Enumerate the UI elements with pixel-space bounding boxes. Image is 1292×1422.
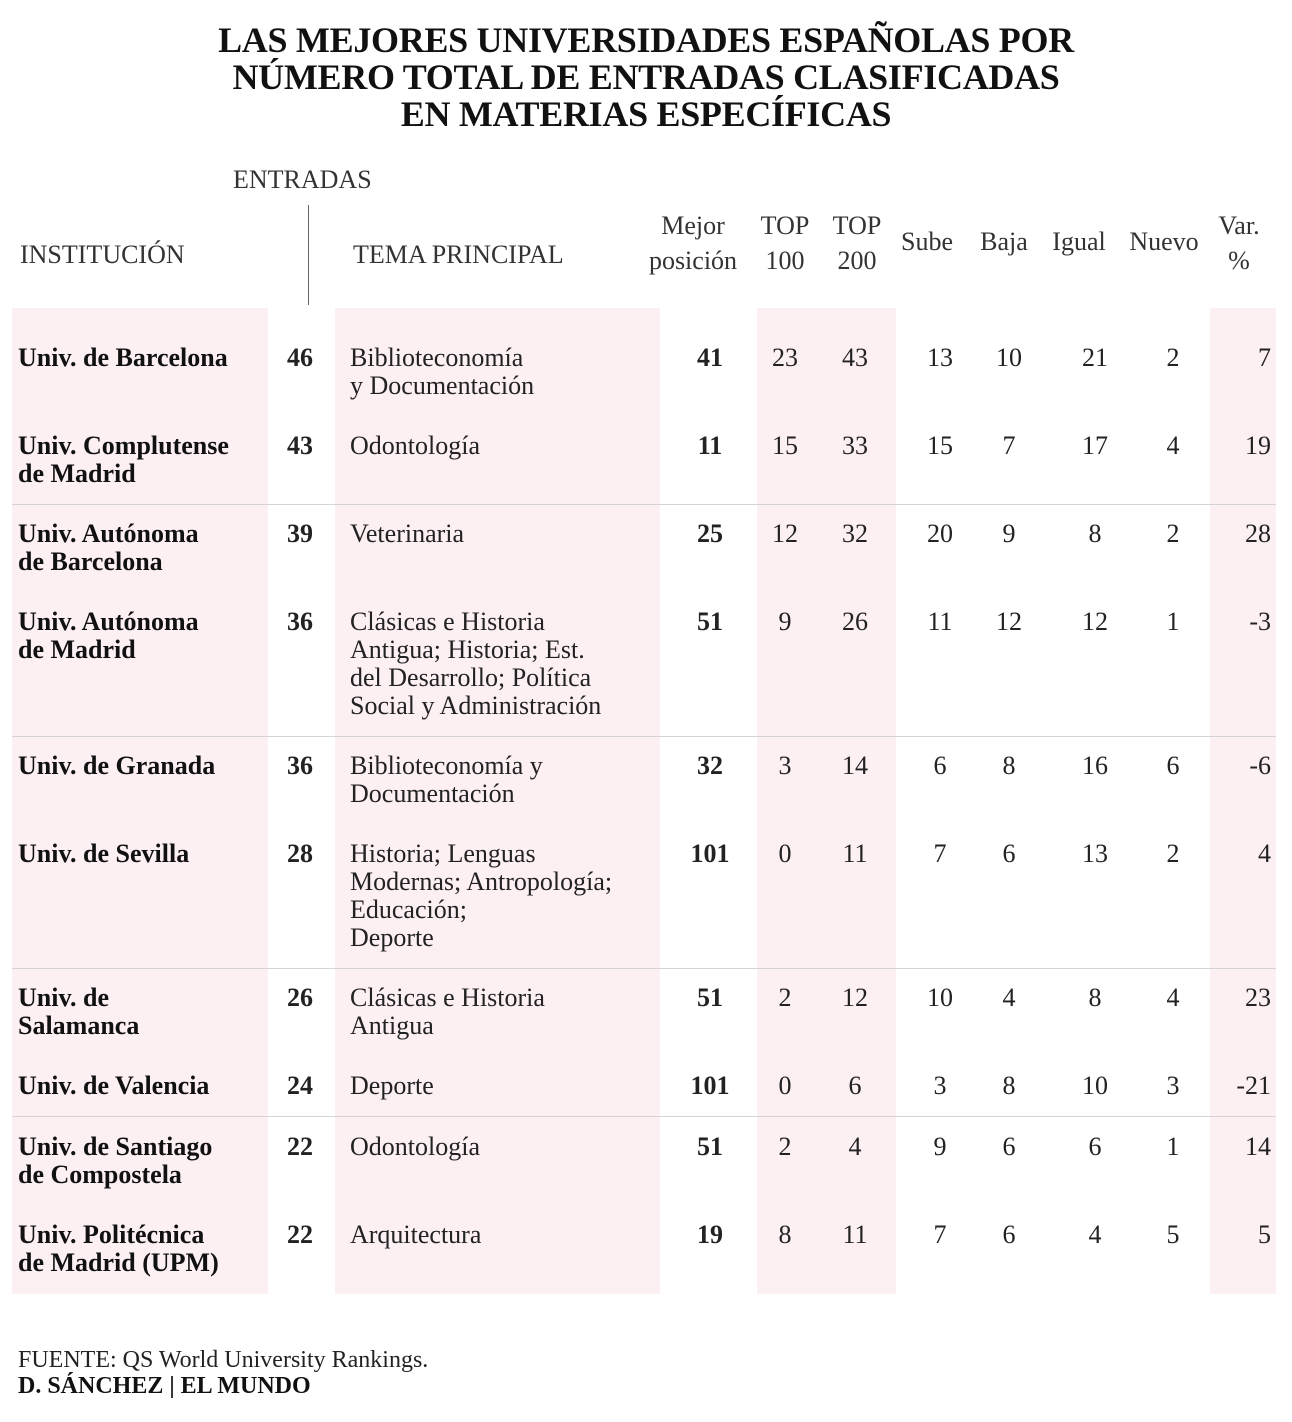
top100-value: 3 xyxy=(778,751,792,780)
baja-value: 6 xyxy=(1002,839,1016,868)
header-top200 xyxy=(822,208,892,278)
institution-name-line: Univ. Autónoma xyxy=(18,607,199,636)
institution-name-line: Univ. de Barcelona xyxy=(18,343,228,372)
institution-name-line: Univ. Politécnica xyxy=(18,1220,205,1249)
tema-principal xyxy=(350,432,650,460)
institution-name-line: Univ. Complutense xyxy=(18,431,229,460)
title-line: NÚMERO TOTAL DE ENTRADAS CLASIFICADAS xyxy=(232,57,1060,97)
header-top100-line1: TOP xyxy=(760,211,810,240)
mejor-posicion: 51 xyxy=(697,983,723,1012)
credit: D. SÁNCHEZ | EL MUNDO xyxy=(18,1373,311,1399)
sube-value: 10 xyxy=(927,983,953,1012)
group-divider xyxy=(12,968,1276,969)
header-nuevo: Nuevo xyxy=(1129,227,1199,256)
tema-principal-line: Clásicas e Historia xyxy=(350,607,545,636)
group-divider xyxy=(12,736,1276,737)
institution-name-line: Univ. de xyxy=(18,983,110,1012)
header-entradas: ENTRADAS xyxy=(233,165,372,194)
nuevo-value: 1 xyxy=(1166,1132,1180,1161)
tema-principal-line: y Documentación xyxy=(350,371,535,400)
baja-value: 8 xyxy=(1002,1071,1016,1100)
header-mejor xyxy=(640,208,746,278)
var-value: 4 xyxy=(1258,839,1271,868)
title-line: LAS MEJORES UNIVERSIDADES ESPAÑOLAS POR xyxy=(218,20,1074,60)
entradas-value: 22 xyxy=(287,1132,313,1161)
tema-principal xyxy=(350,1133,650,1161)
institution-name-line: Univ. de Santiago xyxy=(18,1132,213,1161)
mejor-posicion: 25 xyxy=(697,519,723,548)
header-top100 xyxy=(750,208,820,278)
institution-name-line: de Madrid xyxy=(18,459,136,488)
header-top200-line2: 200 xyxy=(837,246,877,275)
mejor-posicion: 32 xyxy=(697,751,723,780)
igual-value: 4 xyxy=(1088,1220,1102,1249)
header-var-line1: Var. xyxy=(1218,211,1260,240)
top200-value: 4 xyxy=(848,1132,862,1161)
top100-value: 12 xyxy=(772,519,798,548)
var-value: 14 xyxy=(1245,1132,1271,1161)
igual-value: 21 xyxy=(1082,343,1108,372)
tema-principal-line: Educación; xyxy=(350,895,467,924)
tema-principal-line: Historia; Lenguas xyxy=(350,839,536,868)
nuevo-value: 6 xyxy=(1166,751,1180,780)
tema-principal-line: Antigua xyxy=(350,1011,434,1040)
sube-value: 3 xyxy=(933,1071,947,1100)
nuevo-value: 1 xyxy=(1166,607,1180,636)
source-note: FUENTE: QS World University Rankings. xyxy=(18,1347,429,1373)
var-value: 23 xyxy=(1245,983,1271,1012)
header-var-line2: % xyxy=(1228,246,1250,275)
header-mejor-line2: posición xyxy=(648,246,738,275)
baja-value: 6 xyxy=(1002,1132,1016,1161)
tema-principal-line: Odontología xyxy=(350,1132,480,1161)
tema-principal-line: Antigua; Historia; Est. xyxy=(350,635,585,664)
tema-principal-line: del Desarrollo; Política xyxy=(350,663,592,692)
mejor-posicion: 11 xyxy=(697,431,723,460)
var-value: -6 xyxy=(1249,751,1271,780)
tema-principal-line: Odontología xyxy=(350,431,480,460)
baja-value: 4 xyxy=(1002,983,1016,1012)
tema-principal-line: Social y Administración xyxy=(350,691,602,720)
tema-principal xyxy=(350,608,650,720)
igual-value: 13 xyxy=(1082,839,1108,868)
igual-value: 8 xyxy=(1088,519,1102,548)
sube-value: 7 xyxy=(933,839,947,868)
nuevo-value: 2 xyxy=(1166,839,1180,868)
tema-principal-line: Clásicas e Historia xyxy=(350,983,545,1012)
entradas-value: 36 xyxy=(287,751,313,780)
header-top200-line1: TOP xyxy=(832,211,882,240)
entradas-value: 24 xyxy=(287,1071,313,1100)
tema-principal-line: Biblioteconomía y xyxy=(350,751,543,780)
header-igual: Igual xyxy=(1052,227,1106,256)
sube-value: 7 xyxy=(933,1220,947,1249)
header-top100-line2: 100 xyxy=(765,246,805,275)
top100-value: 0 xyxy=(778,1071,792,1100)
tema-principal-line: Veterinaria xyxy=(350,519,465,548)
top200-value: 14 xyxy=(842,751,868,780)
institution-name xyxy=(18,984,258,1040)
institution-name xyxy=(18,1133,258,1189)
baja-value: 9 xyxy=(1002,519,1016,548)
header-mejor-line1: Mejor xyxy=(661,211,725,240)
nuevo-value: 2 xyxy=(1166,343,1180,372)
institution-name-line: de Compostela xyxy=(18,1160,182,1189)
top200-value: 33 xyxy=(842,431,868,460)
institution-name-line: de Barcelona xyxy=(18,547,163,576)
tema-principal xyxy=(350,984,650,1040)
tema-principal-line: Arquitectura xyxy=(350,1220,482,1249)
header-baja: Baja xyxy=(980,227,1028,256)
institution-name-line: Univ. de Valencia xyxy=(18,1071,210,1100)
top200-value: 43 xyxy=(842,343,868,372)
header-divider xyxy=(308,205,309,305)
mejor-posicion: 41 xyxy=(697,343,723,372)
baja-value: 12 xyxy=(996,607,1022,636)
baja-value: 7 xyxy=(1002,431,1016,460)
igual-value: 16 xyxy=(1082,751,1108,780)
title-line: EN MATERIAS ESPECÍFICAS xyxy=(400,94,892,134)
header-tema: TEMA PRINCIPAL xyxy=(353,240,564,269)
institution-name-line: de Madrid (UPM) xyxy=(18,1248,219,1277)
entradas-value: 46 xyxy=(287,343,313,372)
institution-name xyxy=(18,344,258,372)
sube-value: 9 xyxy=(933,1132,947,1161)
igual-value: 17 xyxy=(1082,431,1108,460)
institution-name xyxy=(18,1221,258,1277)
var-value: -21 xyxy=(1236,1071,1271,1100)
institution-name xyxy=(18,608,258,664)
header-sube: Sube xyxy=(901,227,953,256)
var-value: 5 xyxy=(1258,1220,1271,1249)
baja-value: 8 xyxy=(1002,751,1016,780)
group-divider xyxy=(12,504,1276,505)
nuevo-value: 5 xyxy=(1166,1220,1180,1249)
entradas-value: 43 xyxy=(287,431,313,460)
top100-value: 15 xyxy=(772,431,798,460)
mejor-posicion: 51 xyxy=(697,607,723,636)
igual-value: 12 xyxy=(1082,607,1108,636)
entradas-value: 28 xyxy=(287,839,313,868)
sube-value: 20 xyxy=(927,519,953,548)
top100-value: 2 xyxy=(778,983,792,1012)
header-institucion: INSTITUCIÓN xyxy=(20,240,185,269)
institution-name-line: Univ. de Sevilla xyxy=(18,839,190,868)
tema-principal-line: Deporte xyxy=(350,1071,434,1100)
sube-value: 6 xyxy=(933,751,947,780)
baja-value: 6 xyxy=(1002,1220,1016,1249)
top100-value: 8 xyxy=(778,1220,792,1249)
top100-value: 0 xyxy=(778,839,792,868)
institution-name xyxy=(18,520,258,576)
top200-value: 32 xyxy=(842,519,868,548)
sube-value: 11 xyxy=(927,607,953,636)
sube-value: 13 xyxy=(927,343,953,372)
mejor-posicion: 51 xyxy=(697,1132,723,1161)
top200-value: 26 xyxy=(842,607,868,636)
tema-principal-line: Biblioteconomía xyxy=(350,343,524,372)
institution-name xyxy=(18,752,258,780)
page-title xyxy=(0,22,1292,133)
entradas-value: 36 xyxy=(287,607,313,636)
group-divider xyxy=(12,1116,1276,1117)
sube-value: 15 xyxy=(927,431,953,460)
entradas-value: 22 xyxy=(287,1220,313,1249)
var-value: 28 xyxy=(1245,519,1271,548)
tema-principal xyxy=(350,344,650,400)
institution-name xyxy=(18,432,258,488)
top200-value: 12 xyxy=(842,983,868,1012)
top100-value: 23 xyxy=(772,343,798,372)
var-value: 7 xyxy=(1258,343,1271,372)
igual-value: 10 xyxy=(1082,1071,1108,1100)
nuevo-value: 4 xyxy=(1166,983,1180,1012)
institution-name-line: Univ. de Granada xyxy=(18,751,216,780)
top200-value: 11 xyxy=(842,839,868,868)
tema-principal xyxy=(350,840,650,952)
nuevo-value: 2 xyxy=(1166,519,1180,548)
baja-value: 10 xyxy=(996,343,1022,372)
tema-principal xyxy=(350,1072,650,1100)
mejor-posicion: 101 xyxy=(690,1071,730,1100)
nuevo-value: 3 xyxy=(1166,1071,1180,1100)
tema-principal xyxy=(350,752,650,808)
tema-principal-line: Modernas; Antropología; xyxy=(350,867,613,896)
top200-value: 6 xyxy=(848,1071,862,1100)
entradas-value: 26 xyxy=(287,983,313,1012)
var-value: -3 xyxy=(1249,607,1271,636)
tema-principal xyxy=(350,520,650,548)
institution-name-line: de Madrid xyxy=(18,635,136,664)
entradas-value: 39 xyxy=(287,519,313,548)
tema-principal xyxy=(350,1221,650,1249)
top100-value: 2 xyxy=(778,1132,792,1161)
var-value: 19 xyxy=(1245,431,1271,460)
tema-principal-line: Deporte xyxy=(350,923,434,952)
nuevo-value: 4 xyxy=(1166,431,1180,460)
igual-value: 6 xyxy=(1088,1132,1102,1161)
top100-value: 9 xyxy=(778,607,792,636)
igual-value: 8 xyxy=(1088,983,1102,1012)
top200-value: 11 xyxy=(842,1220,868,1249)
institution-name-line: Salamanca xyxy=(18,1011,140,1040)
tema-principal-line: Documentación xyxy=(350,779,515,808)
header-var xyxy=(1206,208,1272,278)
institution-name-line: Univ. Autónoma xyxy=(18,519,199,548)
mejor-posicion: 19 xyxy=(697,1220,723,1249)
institution-name xyxy=(18,840,258,868)
mejor-posicion: 101 xyxy=(690,839,730,868)
institution-name xyxy=(18,1072,258,1100)
